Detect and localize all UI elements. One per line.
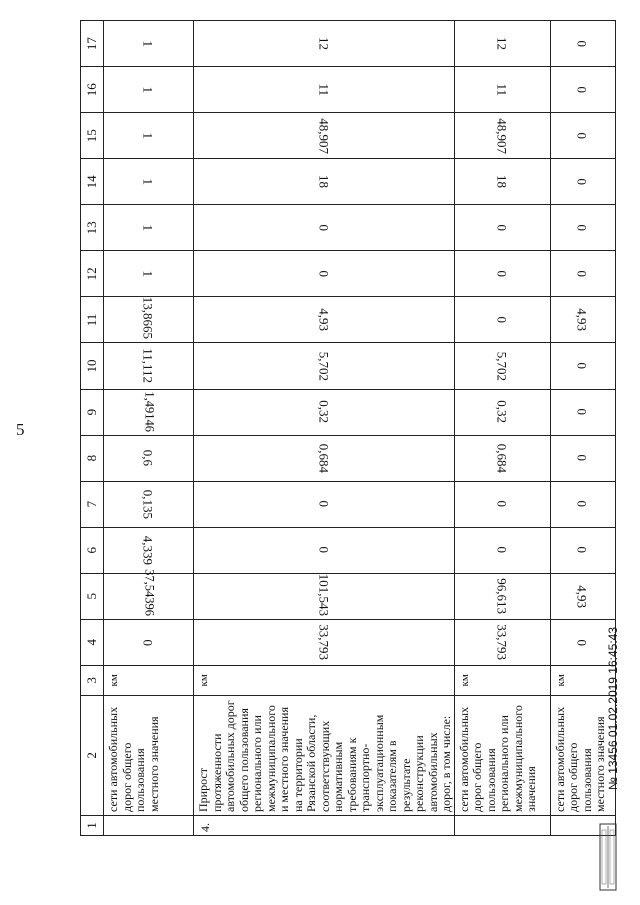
header-cell: 5: [81, 573, 104, 619]
row-unit: км: [194, 665, 455, 695]
value-cell: 0: [454, 481, 550, 527]
row-name: сети автомобильных дорог общего пользования регионального или межмуниципального значения: [454, 695, 550, 815]
value-cell: 37,54396: [104, 573, 194, 619]
value-cell: 0: [194, 251, 455, 297]
value-cell: 101,543: [194, 573, 455, 619]
value-cell: 0,684: [454, 435, 550, 481]
table-row: [194, 21, 455, 836]
table-row: [104, 21, 194, 836]
value-cell: 0: [194, 481, 455, 527]
value-cell: 0: [454, 205, 550, 251]
value-cell: 11: [454, 67, 550, 113]
header-row: [81, 21, 104, 836]
value-cell: 13,8665: [104, 297, 194, 343]
value-cell: 0: [550, 527, 615, 573]
header-cell: 1: [81, 815, 104, 835]
value-cell: 4,339: [104, 527, 194, 573]
value-cell: 0: [550, 21, 615, 67]
row-name: сети автомобильных дорог общего пользования местного значения: [550, 695, 615, 815]
row-unit: км: [454, 665, 550, 695]
value-cell: 0: [454, 297, 550, 343]
header-cell: 10: [81, 343, 104, 389]
header-cell: 15: [81, 113, 104, 159]
value-cell: 0,135: [104, 481, 194, 527]
value-cell: 11: [194, 67, 455, 113]
value-cell: 0: [550, 67, 615, 113]
value-cell: 0,6: [104, 435, 194, 481]
page-number: 5: [16, 420, 25, 439]
row-name: Прирост протяженности автомобильных дорог общего пользования регионального или межмуниципального и местного значения на территории Рязанской области, соответствующих нормативным требованиям к транспортно-эксплуатационным показателям в результате реконструкции автомобильных дорог, в том числе:: [194, 695, 455, 815]
header-cell: 13: [81, 205, 104, 251]
value-cell: 0: [550, 251, 615, 297]
value-cell: 4,93: [194, 297, 455, 343]
value-cell: 33,793: [194, 619, 455, 665]
header-cell: 4: [81, 619, 104, 665]
value-cell: 5,702: [194, 343, 455, 389]
row-number: [454, 815, 550, 835]
registration-stamp: [606, 530, 640, 790]
value-cell: 0,32: [194, 389, 455, 435]
value-cell: 0: [550, 435, 615, 481]
value-cell: 1: [104, 113, 194, 159]
value-cell: 4,93: [550, 573, 615, 619]
row-name: сети автомобильных дорог общего пользования местного значения: [104, 695, 194, 815]
header-cell: 11: [81, 297, 104, 343]
value-cell: 0: [550, 113, 615, 159]
header-cell: 17: [81, 21, 104, 67]
value-cell: 1: [104, 159, 194, 205]
value-cell: 0: [550, 481, 615, 527]
value-cell: 0,684: [194, 435, 455, 481]
value-cell: 5,702: [454, 343, 550, 389]
value-cell: 0,32: [454, 389, 550, 435]
value-cell: 18: [194, 159, 455, 205]
value-cell: 0: [550, 389, 615, 435]
value-cell: 0: [194, 527, 455, 573]
header-cell: 16: [81, 67, 104, 113]
value-cell: 4,93: [550, 297, 615, 343]
value-cell: 0: [454, 251, 550, 297]
value-cell: 11,112: [104, 343, 194, 389]
value-cell: 1: [104, 67, 194, 113]
value-cell: 0: [550, 619, 615, 665]
table-row: [454, 21, 550, 836]
value-cell: 0: [104, 619, 194, 665]
header-cell: 6: [81, 527, 104, 573]
value-cell: 1: [104, 205, 194, 251]
header-cell: 12: [81, 251, 104, 297]
value-cell: 0: [454, 527, 550, 573]
row-unit: км: [104, 665, 194, 695]
header-cell: 2: [81, 695, 104, 815]
value-cell: 1,49146: [104, 389, 194, 435]
row-unit: км: [550, 665, 615, 695]
value-cell: 1: [104, 251, 194, 297]
value-cell: 0: [550, 159, 615, 205]
header-cell: 3: [81, 665, 104, 695]
value-cell: 48,907: [454, 113, 550, 159]
value-cell: 18: [454, 159, 550, 205]
government-stamp-logo: [598, 822, 618, 892]
value-cell: 12: [454, 21, 550, 67]
value-cell: 12: [194, 21, 455, 67]
header-cell: 8: [81, 435, 104, 481]
row-number: [104, 815, 194, 835]
row-number: 4.: [194, 815, 455, 835]
header-cell: 7: [81, 481, 104, 527]
indicators-table: [80, 20, 616, 836]
value-cell: 0: [194, 205, 455, 251]
header-cell: 9: [81, 389, 104, 435]
value-cell: 96,613: [454, 573, 550, 619]
header-cell: 14: [81, 159, 104, 205]
value-cell: 48,907: [194, 113, 455, 159]
value-cell: 0: [550, 343, 615, 389]
rotated-table-wrapper: [80, 20, 607, 836]
registration-text: № 13456 01.02.2019 16:45:43: [606, 626, 620, 790]
value-cell: 33,793: [454, 619, 550, 665]
value-cell: 0: [550, 205, 615, 251]
value-cell: 1: [104, 21, 194, 67]
